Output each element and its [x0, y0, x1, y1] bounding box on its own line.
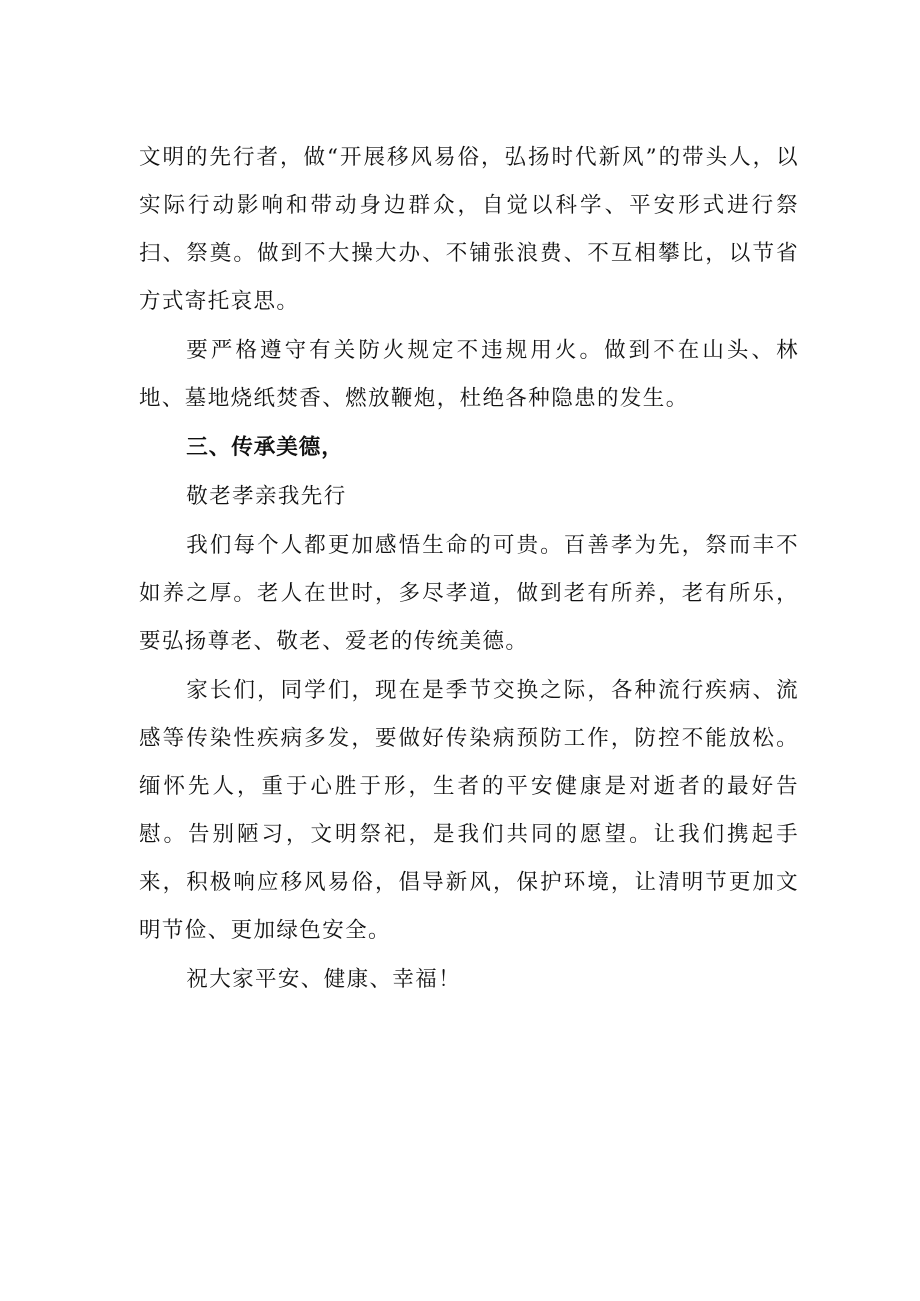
- paragraph-continuation: 文明的先行者，做“开展移风易俗，弘扬时代新风”的带头人，以实际行动影响和带动身边群众，自觉以科学、平安形式进行祭扫、祭奠。做到不大操大办、不铺张浪费、不互相攀比，以节省方式寄托哀思。: [139, 145, 799, 314]
- section-heading-3: 三、传承美德，: [186, 435, 344, 460]
- paragraph-closing-wish: 祝大家平安、健康、幸福！: [186, 967, 462, 992]
- paragraph-health-appeal: 家长们，同学们，现在是季节交换之际，各种流行疾病、流感等传染性疾病多发，要做好传染病预防工作，防控不能放松。缅怀先人，重于心胜于形，生者的平安健康是对逝者的最好告慰。告别陋习，文明祭祀，是我们共同的愿望。让我们携起手来，积极响应移风易俗，倡导新风，保护环境，让清明节更加文明节俭、更加绿色安全。: [139, 678, 799, 943]
- document-body: [139, 134, 799, 1005]
- paragraph-filial-piety: 我们每个人都更加感悟生命的可贵。百善孝为先，祭而丰不如养之厚。老人在世时，多尽孝道，做到老有所养，老有所乐，要弘扬尊老、敬老、爱老的传统美德。: [139, 533, 799, 654]
- section-subheading-3: 敬老孝亲我先行: [186, 484, 347, 509]
- paragraph-fire-safety: 要严格遵守有关防火规定不违规用火。做到不在山头、林地、墓地烧纸焚香、燃放鞭炮，杜绝各种隐患的发生。: [139, 338, 799, 411]
